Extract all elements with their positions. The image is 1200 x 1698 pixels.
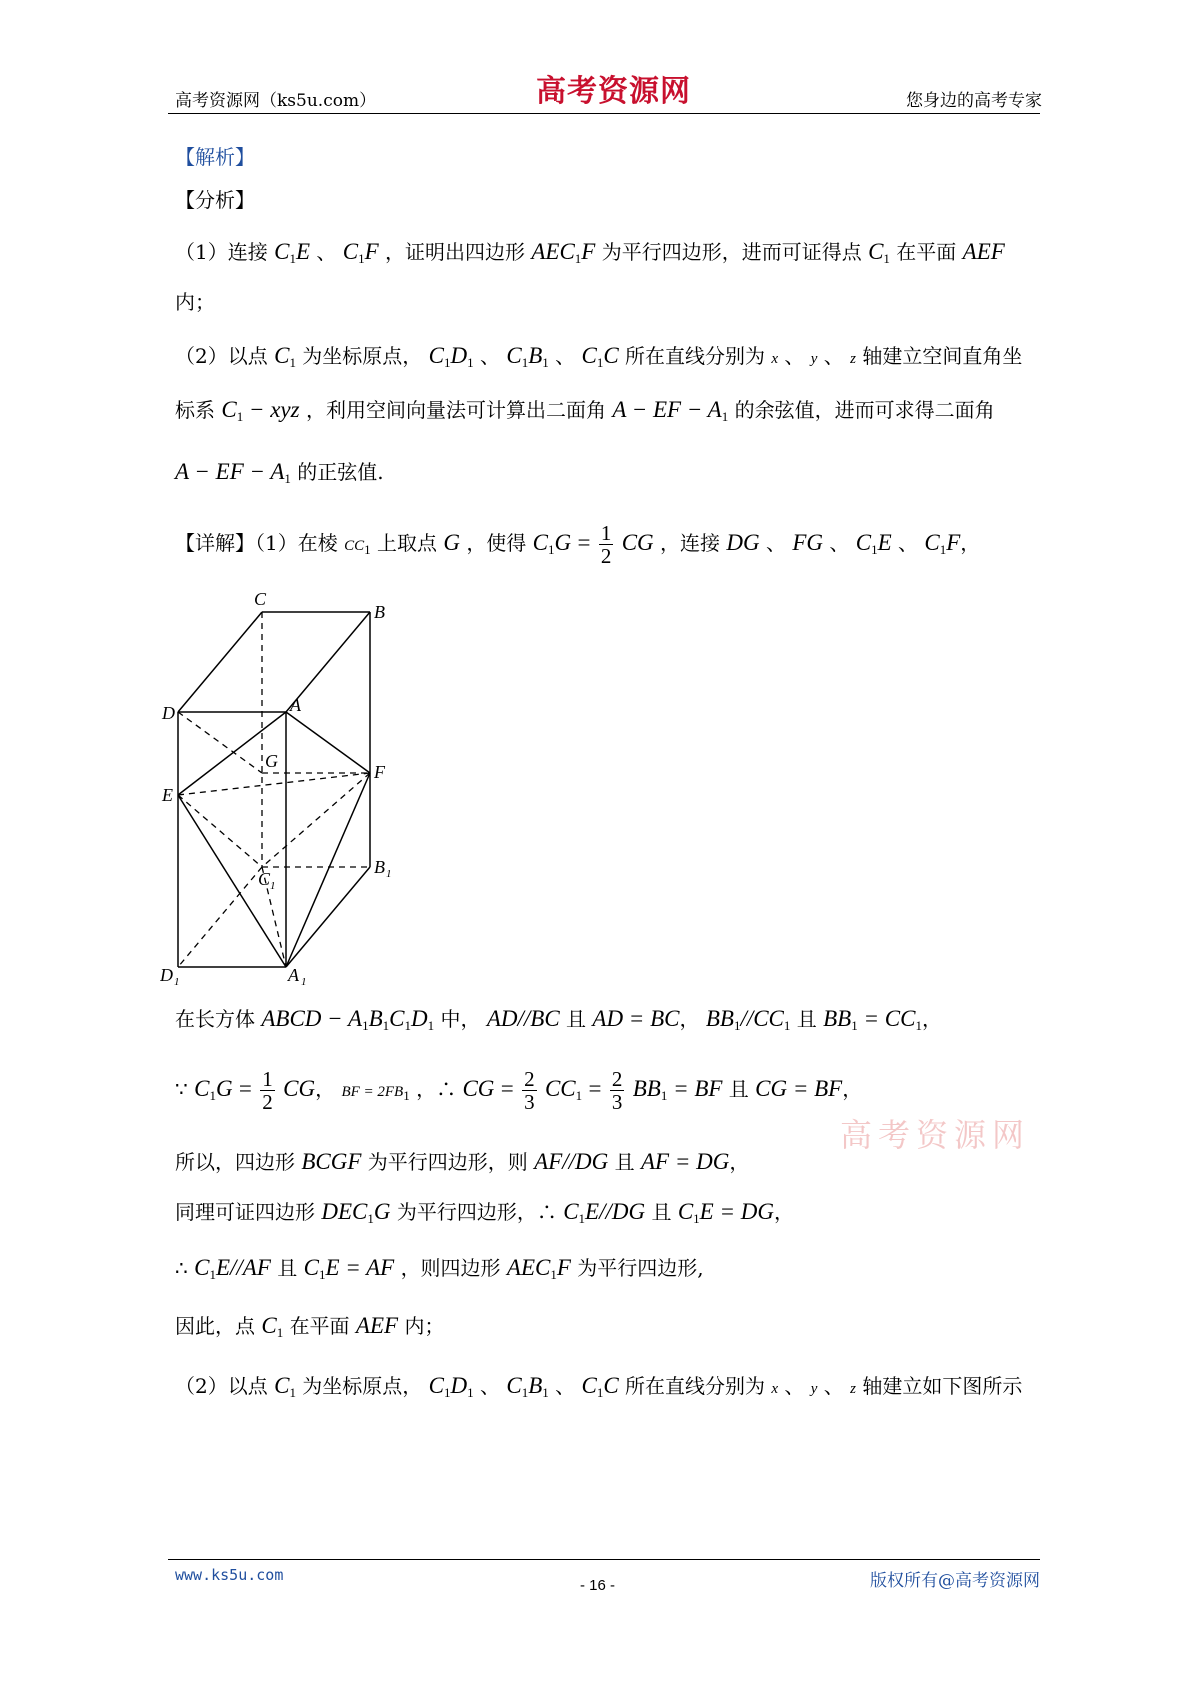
label-B1-sub: 1: [386, 868, 392, 880]
page-number: - 16 -: [580, 1577, 616, 1594]
detail-line-5: 同理可证四边形 $DEC_1G$ 为平行四边形，∴ $C_1E//DG$ 且 $C_1E$ = DG，: [175, 1199, 794, 1226]
label-B: B: [374, 602, 385, 622]
edge-CD: [178, 612, 262, 712]
label-C1: C: [258, 869, 271, 889]
edge-DG-dashed: [178, 712, 262, 773]
header-right-text: 您身边的高考专家: [906, 91, 1042, 111]
detail-line-3: ∵ $C_1G$ = $\frac{1}{2}$ CG， BF = $2FB_1$ ，∴ CG = $\frac{2}{3}$ $CC_1$ = $\frac{2}{3}$ $BB_1$ = BF 且 CG = BF，: [175, 1067, 863, 1115]
header-logo: 高考资源网: [536, 74, 691, 109]
section-fenxi: 【分析】: [175, 188, 255, 212]
detail-line-1: 【详解】（1）在棱 $CC_1$ 上取点 G ，使得 $C_1G$ = $\frac{1}{2}$ CG ，连接 DG 、 FG 、 $C_1E$ 、 $C_1F$，: [175, 521, 981, 569]
edge-C1D1-dashed: [178, 867, 262, 967]
header-rule: [168, 113, 1040, 114]
edge-FC1-dashed: [262, 773, 370, 867]
footer-rule: [168, 1559, 1040, 1560]
label-D1: D: [160, 965, 173, 985]
footer-copyright: 版权所有@高考资源网: [870, 1571, 1040, 1591]
label-F: F: [374, 762, 385, 782]
edge-EF-dashed: [178, 773, 370, 795]
label-C: C: [254, 589, 267, 609]
label-E: E: [162, 785, 173, 805]
analysis-line-3: 标系 $C_1$ − xyz ，利用空间向量法可计算出二面角 A − EF − $A_1$ 的余弦值，进而可求得二面角: [175, 397, 995, 424]
label-G: G: [265, 751, 278, 771]
edge-A1B1: [286, 867, 370, 967]
section-jiexi: 【解析】: [175, 145, 255, 169]
label-D: D: [162, 703, 175, 723]
label-D1-sub: 1: [174, 976, 180, 988]
label-B1: B: [374, 857, 385, 877]
label-C1-sub: 1: [270, 880, 276, 892]
edge-EC1-dashed: [178, 795, 262, 867]
analysis-line-1: （1）连接 $C_1E$ 、 $C_1F$ ，证明出四边形 $AEC_1F$ 为平行四边形，进而可证得点 $C_1$ 在平面 AEF: [175, 239, 1005, 266]
detail-line-2: 在长方体 ABCD − $A_1B_1C_1D_1$ 中， AD//BC 且 AD = BC， $BB_1//CC_1$ 且 $BB_1 = CC_1$，: [175, 1006, 942, 1033]
watermark: 高考资源网: [840, 1116, 1031, 1154]
header-left-text: 高考资源网（ks5u.com）: [175, 91, 377, 111]
label-A1-sub: 1: [301, 976, 307, 988]
detail-line-7: 因此，点 $C_1$ 在平面 AEF 内；: [175, 1313, 445, 1340]
analysis-line-2: （2）以点 $C_1$ 为坐标原点， $C_1D_1$ 、 $C_1B_1$ 、 $C_1C$ 所在直线分别为 x 、 y 、 z 轴建立空间直角坐: [175, 343, 1023, 370]
edge-AF: [286, 712, 370, 773]
analysis-line-4: A − EF − $A_1$ 的正弦值.: [175, 459, 384, 486]
footer-website-link[interactable]: www.ks5u.com: [175, 1566, 284, 1584]
detail-line-6: ∴ $C_1E//AF$ 且 $C_1E$ = AF ，则四边形 $AEC_1F$ 为平行四边形,: [175, 1255, 704, 1282]
analysis-line-1-cont: 内；: [175, 290, 215, 314]
label-A1: A: [288, 965, 299, 985]
detail-line-4: 所以，四边形 BCGF 为平行四边形，则 AF//DG 且 AF = DG，: [175, 1149, 750, 1174]
label-A: A: [290, 695, 301, 715]
cuboid-figure: [160, 585, 420, 995]
edge-FA1: [286, 773, 370, 967]
detail-line-8: （2）以点 $C_1$ 为坐标原点， $C_1D_1$ 、 $C_1B_1$ 、 $C_1C$ 所在直线分别为 x 、 y 、 z 轴建立如下图所示: [175, 1373, 1023, 1400]
